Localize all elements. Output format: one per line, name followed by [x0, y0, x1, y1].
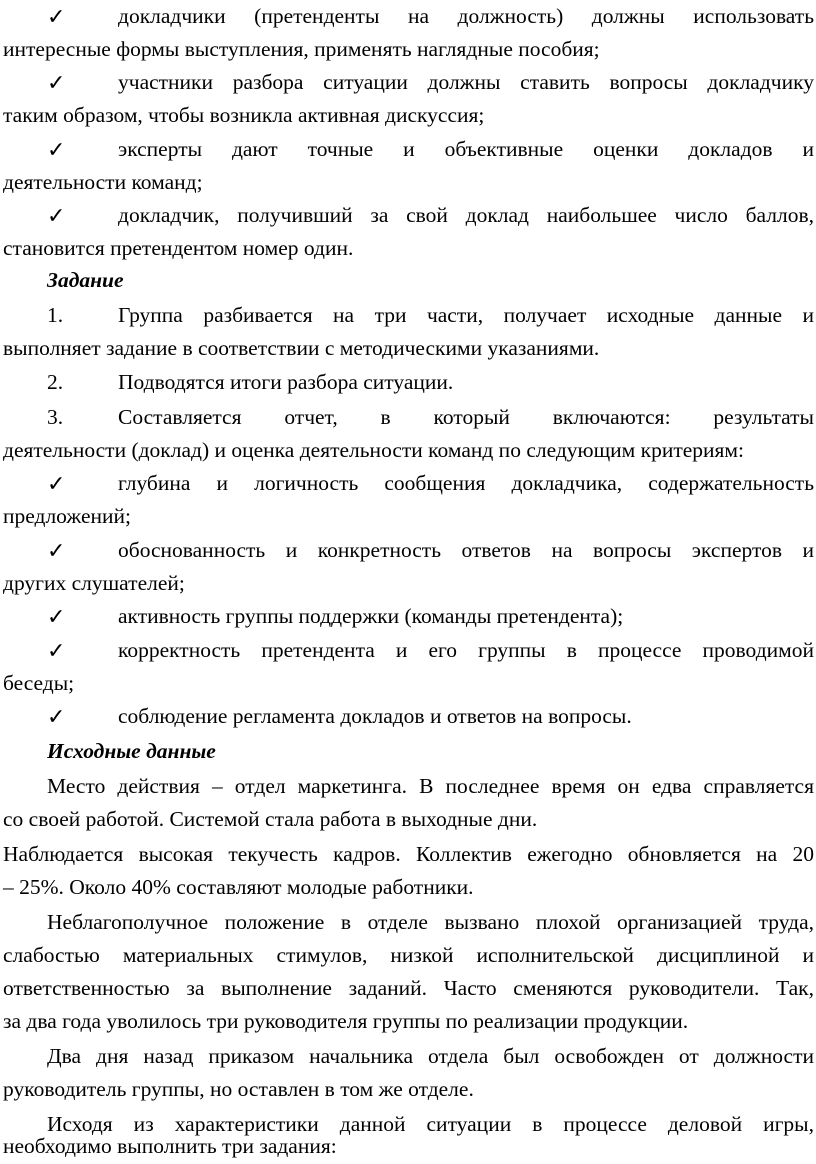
check-icon: ✓ — [47, 203, 66, 228]
bullet-line: докладчики (претенденты на должность) должны использовать — [118, 4, 814, 28]
bullet-line: деятельности команд; — [3, 170, 203, 194]
bullet-line: интересные формы выступления, применять наглядные пособия; — [3, 37, 600, 61]
paragraph-line: необходимо выполнить три задания: — [3, 1134, 337, 1158]
criterion-line: предложений; — [3, 504, 132, 528]
check-icon: ✓ — [47, 704, 66, 729]
task-number: 3. — [47, 405, 64, 429]
criterion-line: глубина и логичность сообщения докладчика, содержательность — [118, 471, 814, 495]
task-line: Подводятся итоги разбора ситуации. — [118, 370, 454, 394]
check-icon: ✓ — [47, 538, 66, 563]
criterion-line: других слушателей; — [3, 571, 185, 595]
paragraph-line: Место действия – отдел маркетинга. В последнее время он едва справляется — [47, 774, 814, 798]
criterion-line: соблюдение регламента докладов и ответов на вопросы. — [118, 704, 632, 728]
task-line: выполняет задание в соответствии с методическими указаниями. — [3, 336, 600, 360]
paragraph-line: – 25%. Около 40% составляют молодые работники. — [3, 875, 474, 899]
paragraph-line: слабостью материальных стимулов, низкой исполнительской дисциплиной и — [3, 943, 814, 967]
check-icon: ✓ — [47, 137, 66, 162]
paragraph-line: Наблюдается высокая текучесть кадров. Коллектив ежегодно обновляется на 20 — [3, 842, 814, 866]
task-number: 2. — [47, 370, 64, 394]
paragraph-line: руководитель группы, но оставлен в том же отделе. — [3, 1077, 474, 1101]
task-line: деятельности (доклад) и оценка деятельности команд по следующим критериям: — [3, 438, 745, 462]
criterion-line: корректность претендента и его группы в процессе проводимой — [118, 638, 814, 662]
task-line: Составляется отчет, в который включаются: результаты — [118, 405, 814, 429]
task-line: Группа разбивается на три части, получает исходные данные и — [118, 303, 814, 327]
check-icon: ✓ — [47, 604, 66, 629]
paragraph-line: ответственностью за выполнение заданий. Часто сменяются руководители. Так, — [3, 976, 814, 1000]
data-heading: Исходные данные — [47, 739, 216, 763]
paragraph-line: за два года уволилось три руководителя группы по реализации продукции. — [3, 1009, 689, 1033]
criterion-line: обоснованность и конкретность ответов на вопросы экспертов и — [118, 538, 814, 562]
bullet-line: становится претендентом номер один. — [3, 236, 354, 260]
bullet-line: докладчик, получивший за свой доклад наибольшее число баллов, — [118, 203, 814, 227]
bullet-line: таким образом, чтобы возникла активная дискуссия; — [3, 103, 485, 127]
bullet-line: участники разбора ситуации должны ставить вопросы докладчику — [118, 70, 814, 94]
bullet-line: эксперты дают точные и объективные оценки докладов и — [118, 137, 814, 161]
task-heading: Задание — [47, 268, 124, 292]
check-icon: ✓ — [47, 638, 66, 663]
paragraph-line: Исходя из характеристики данной ситуации в процессе деловой игры, — [47, 1112, 814, 1136]
criterion-line: активность группы поддержки (команды претендента); — [118, 604, 624, 628]
paragraph-line: Неблагополучное положение в отделе вызвано плохой организацией труда, — [47, 910, 814, 934]
check-icon: ✓ — [47, 4, 66, 29]
check-icon: ✓ — [47, 471, 66, 496]
task-number: 1. — [47, 303, 64, 327]
check-icon: ✓ — [47, 70, 66, 95]
criterion-line: беседы; — [3, 671, 75, 695]
paragraph-line: Два дня назад приказом начальника отдела был освобожден от должности — [47, 1044, 814, 1068]
paragraph-line: со своей работой. Системой стала работа в выходные дни. — [3, 807, 538, 831]
